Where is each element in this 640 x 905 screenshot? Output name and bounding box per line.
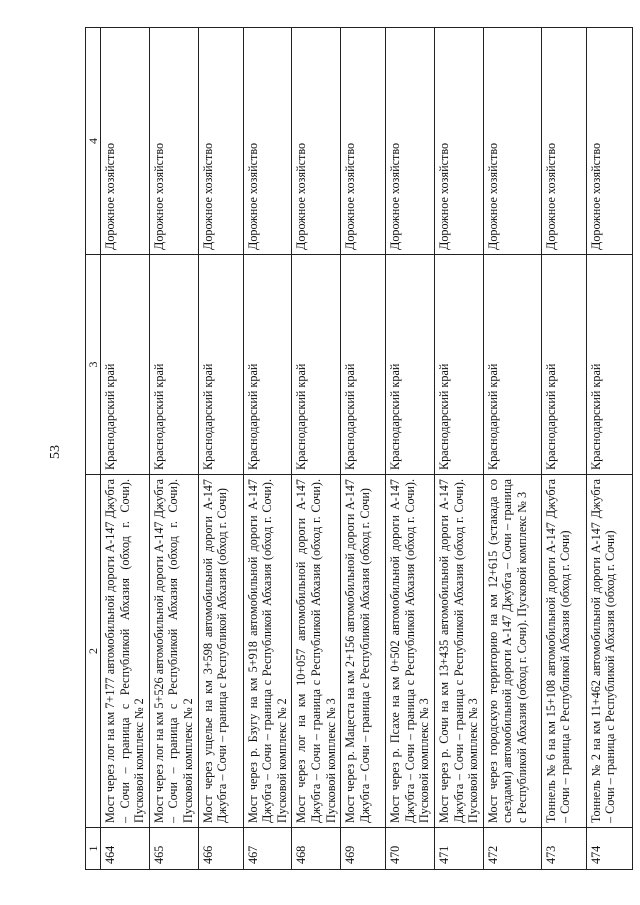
purpose-cell: Дорожное хозяйство — [483, 28, 541, 255]
header-cell-3: 3 — [86, 255, 101, 475]
page-number: 53 — [48, 445, 63, 459]
table-row — [243, 28, 292, 870]
table-row — [198, 28, 243, 870]
table-row — [386, 28, 435, 870]
region-cell: Краснодарский край — [149, 255, 198, 475]
purpose-cell: Дорожное хозяйство — [243, 28, 292, 255]
region-cell: Краснодарский край — [386, 255, 435, 475]
objects-table — [85, 27, 633, 870]
row-number-cell: 471 — [434, 828, 483, 870]
region-cell: Краснодарский край — [434, 255, 483, 475]
region-cell: Краснодарский край — [243, 255, 292, 475]
purpose-cell: Дорожное хозяйство — [434, 28, 483, 255]
object-description-cell: Тоннель № 6 на км 15+108 автомобильной дороги А-147 Джубга – Сочи – граница с Республикой Абхазия (обход г. Сочи) — [541, 475, 586, 828]
purpose-cell: Дорожное хозяйство — [586, 28, 632, 255]
region-cell: Краснодарский край — [198, 255, 243, 475]
object-description-cell: Мост через лог на км 7+177 автомобильной дороги А-147 Джубга – Сочи – граница с Республикой Абхазия (обход г. Сочи). Пусковой комплекс № 2 — [101, 475, 150, 828]
header-row — [86, 28, 101, 870]
object-description-cell: Мост через лог на км 5+526 автомобильной дороги А-147 Джубга – Сочи – граница с Республикой Абхазия (обход г. Сочи). Пусковой комплекс № 2 — [149, 475, 198, 828]
row-number-cell: 464 — [101, 828, 150, 870]
object-description-cell: Тоннель № 2 на км 11+462 автомобильной дороги А-147 Джубга – Сочи – граница с Республикой Абхазия (обход г. Сочи) — [586, 475, 632, 828]
table-row — [341, 28, 386, 870]
header-cell-2: 2 — [86, 475, 101, 828]
purpose-cell: Дорожное хозяйство — [541, 28, 586, 255]
row-number-cell: 465 — [149, 828, 198, 870]
purpose-cell: Дорожное хозяйство — [198, 28, 243, 255]
object-description-cell: Мост через городскую территорию на км 12+615 (эстакада со съездами) автомобильной дороги А-147 Джубга – Сочи – граница с Республикой Абхазия (обход г. Сочи). Пусковой комплекс № 3 — [483, 475, 541, 828]
table-row — [483, 28, 541, 870]
object-description-cell: Мост через лог на км 10+057 автомобильной дороги А-147 Джубга – Сочи – граница с Республикой Абхазия (обход г. Сочи). Пусковой комплекс № 3 — [292, 475, 341, 828]
table-row — [292, 28, 341, 870]
purpose-cell: Дорожное хозяйство — [101, 28, 150, 255]
object-description-cell: Мост через р. Сочи на км 13+435 автомобильной дороги А-147 Джубга – Сочи – граница с Республикой Абхазия (обход г. Сочи). Пусковой комплекс № 3 — [434, 475, 483, 828]
table-row — [101, 28, 150, 870]
header-cell-1: 1 — [86, 828, 101, 870]
object-description-cell: Мост через ущелье на км 3+598 автомобильной дороги А-147 Джубга – Сочи – граница с Республикой Абхазия (обход г. Сочи) — [198, 475, 243, 828]
rotated-table-container — [85, 28, 618, 870]
object-description-cell: Мост через р. Бзугу на км 5+918 автомобильной дороги А-147 Джубга – Сочи – граница с Республикой Абхазия (обход г. Сочи). Пусковой комплекс № 2 — [243, 475, 292, 828]
region-cell: Краснодарский край — [483, 255, 541, 475]
region-cell: Краснодарский край — [541, 255, 586, 475]
table-row — [434, 28, 483, 870]
purpose-cell: Дорожное хозяйство — [292, 28, 341, 255]
table-row — [541, 28, 586, 870]
table-row — [149, 28, 198, 870]
row-number-cell: 474 — [586, 828, 632, 870]
object-description-cell: Мост через р. Псахе на км 0+502 автомобильной дороги А-147 Джубга – Сочи – граница с Республикой Абхазия (обход г. Сочи). Пусковой комплекс № 3 — [386, 475, 435, 828]
row-number-cell: 473 — [541, 828, 586, 870]
row-number-cell: 469 — [341, 828, 386, 870]
header-cell-4: 4 — [86, 28, 101, 255]
row-number-cell: 466 — [198, 828, 243, 870]
table-row — [586, 28, 632, 870]
purpose-cell: Дорожное хозяйство — [149, 28, 198, 255]
row-number-cell: 472 — [483, 828, 541, 870]
region-cell: Краснодарский край — [101, 255, 150, 475]
purpose-cell: Дорожное хозяйство — [386, 28, 435, 255]
region-cell: Краснодарский край — [341, 255, 386, 475]
region-cell: Краснодарский край — [586, 255, 632, 475]
row-number-cell: 468 — [292, 828, 341, 870]
region-cell: Краснодарский край — [292, 255, 341, 475]
row-number-cell: 467 — [243, 828, 292, 870]
row-number-cell: 470 — [386, 828, 435, 870]
purpose-cell: Дорожное хозяйство — [341, 28, 386, 255]
object-description-cell: Мост через р. Мацеста на км 2+156 автомобильной дороги А-147 Джубга – Сочи – граница с Республикой Абхазия (обход г. Сочи) — [341, 475, 386, 828]
